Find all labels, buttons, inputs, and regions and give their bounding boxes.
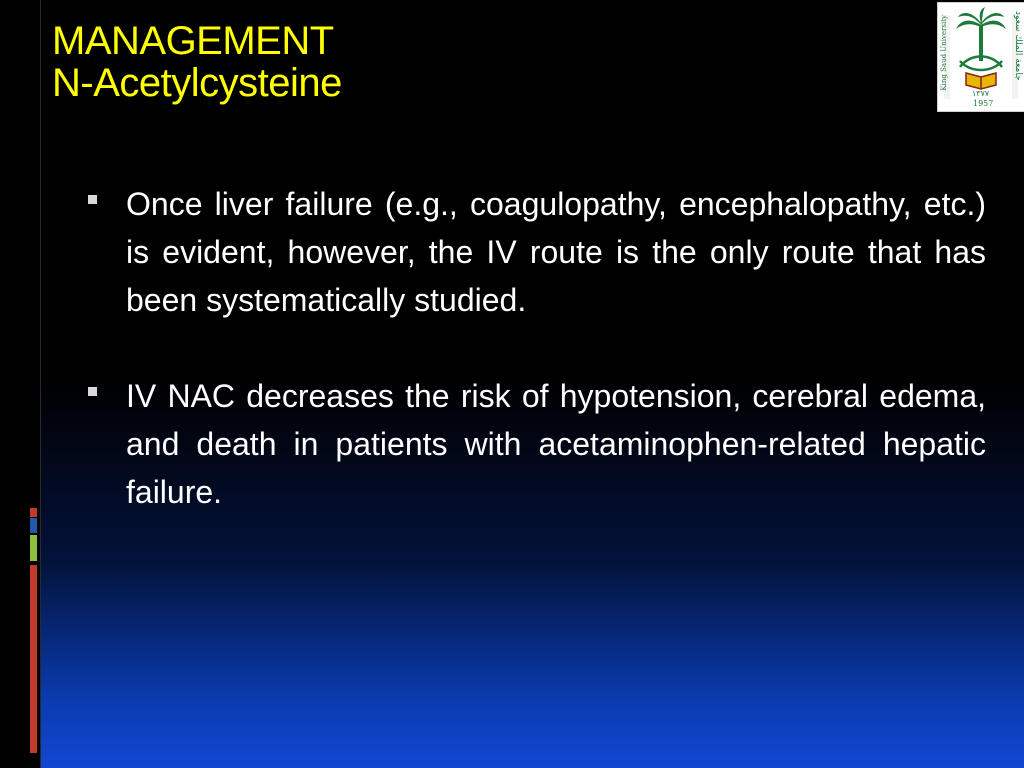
title-line-1: MANAGEMENT bbox=[52, 19, 334, 63]
square-bullet-icon bbox=[88, 387, 97, 396]
slide-body bbox=[88, 180, 986, 564]
accent-bar-red bbox=[30, 565, 37, 753]
logo-arabic-text: جامعة الملك سعود bbox=[1013, 11, 1023, 81]
title-line-2: N-Acetylcysteine bbox=[52, 61, 342, 105]
university-logo bbox=[937, 2, 1024, 112]
accent-bar-green bbox=[30, 535, 37, 561]
accent-bar-red-top bbox=[30, 508, 37, 517]
slide-title bbox=[52, 20, 342, 104]
bullet-item bbox=[88, 372, 986, 516]
logo-year-hijri: ١٣٧٧ bbox=[972, 89, 990, 98]
accent-bar-blue bbox=[30, 518, 37, 533]
logo-year: 1957 bbox=[973, 99, 994, 108]
left-decorative-band bbox=[0, 0, 41, 768]
logo-english-text: King Saud University bbox=[940, 15, 948, 91]
square-bullet-icon bbox=[88, 195, 97, 204]
bullet-text: Once liver failure (e.g., coagulopathy, encephalopathy, etc.) is evident, however, the IV route is the only route that has been systematically studied. bbox=[126, 186, 986, 318]
bullet-item bbox=[88, 180, 986, 324]
bullet-text: IV NAC decreases the risk of hypotension, cerebral edema, and death in patients with acetaminophen-related hepatic failure. bbox=[126, 378, 986, 510]
